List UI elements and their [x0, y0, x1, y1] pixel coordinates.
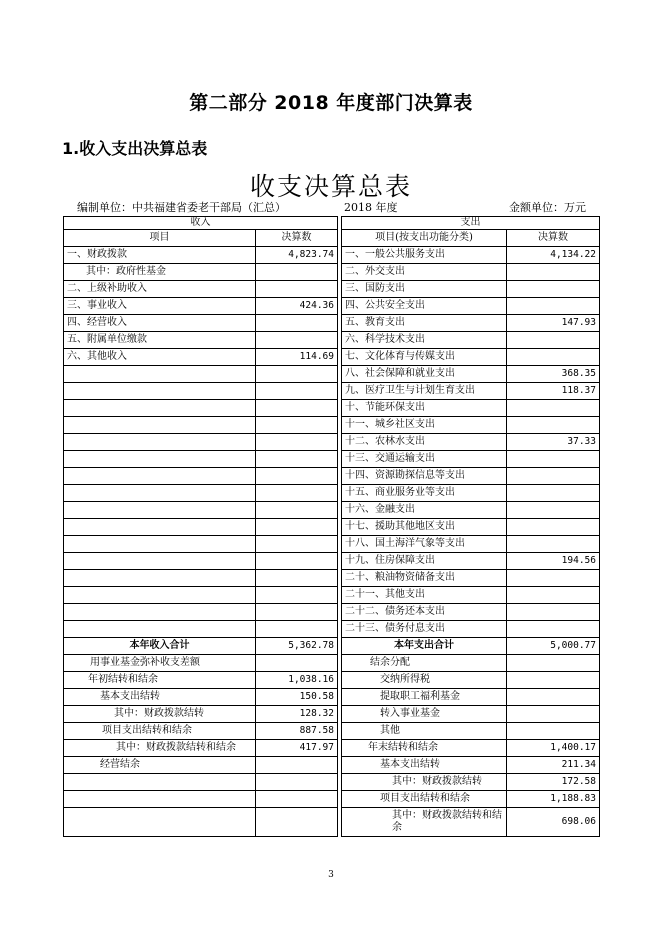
expense-amount-cell	[507, 689, 600, 706]
expense-amount-cell	[507, 672, 600, 689]
expense-amount-cell	[507, 519, 600, 536]
income-amount-cell: 417.97	[256, 740, 338, 757]
expense-amount-cell	[507, 604, 600, 621]
income-item-cell: 六、其他收入	[64, 349, 256, 366]
income-item-cell: 年初结转和结余	[64, 672, 256, 689]
expense-amount-cell	[507, 485, 600, 502]
expense-item-cell: 十四、资源勘探信息等支出	[342, 468, 507, 485]
table-row	[64, 366, 600, 383]
part-title: 第二部分 2018 年度部门决算表	[189, 92, 473, 114]
income-item-cell: 其中：政府性基金	[64, 264, 256, 281]
table-row	[64, 706, 600, 723]
expense-amount-cell	[507, 451, 600, 468]
expense-amount-cell	[507, 536, 600, 553]
compiling-unit: 编制单位：中共福建省委老干部局（汇总）	[77, 201, 286, 214]
income-amount-cell: 150.58	[256, 689, 338, 706]
income-amount-cell	[256, 519, 338, 536]
expense-item-cell: 二十、粮油物资储备支出	[342, 570, 507, 587]
income-item-cell	[64, 774, 256, 791]
expense-item-cell: 其中：财政拨款结转和结余	[342, 808, 507, 837]
income-item-cell: 其中：财政拨款结转	[64, 706, 256, 723]
expense-amount-cell	[507, 400, 600, 417]
income-item-cell: 经营结余	[64, 757, 256, 774]
expense-item-cell: 转入事业基金	[342, 706, 507, 723]
income-item-cell: 一、财政拨款	[64, 247, 256, 264]
expense-item-cell: 十三、交通运输支出	[342, 451, 507, 468]
income-amount-cell	[256, 332, 338, 349]
income-item-cell	[64, 400, 256, 417]
expense-total-label: 本年支出合计	[342, 638, 507, 655]
income-amount-cell	[256, 757, 338, 774]
table-row	[64, 281, 600, 298]
currency-unit: 金额单位：万元	[509, 201, 586, 214]
income-item-cell	[64, 519, 256, 536]
expense-amount-cell	[507, 349, 600, 366]
table-row	[64, 247, 600, 264]
expense-header: 支出	[342, 217, 600, 230]
income-item-cell: 五、附属单位缴款	[64, 332, 256, 349]
expense-item-cell: 八、社会保障和就业支出	[342, 366, 507, 383]
income-amount-cell	[256, 774, 338, 791]
income-amount-cell: 4,823.74	[256, 247, 338, 264]
table-row	[64, 298, 600, 315]
expense-item-header: 项目(按支出功能分类)	[342, 230, 507, 247]
table-row	[64, 757, 600, 774]
income-amount-cell: 114.69	[256, 349, 338, 366]
income-amount-cell	[256, 434, 338, 451]
income-item-cell: 四、经营收入	[64, 315, 256, 332]
expense-item-cell: 十九、住房保障支出	[342, 553, 507, 570]
income-amount-cell	[256, 315, 338, 332]
income-item-cell	[64, 604, 256, 621]
table-row	[64, 672, 600, 689]
expense-item-cell: 基本支出结转	[342, 757, 507, 774]
income-item-cell	[64, 485, 256, 502]
income-item-cell	[64, 553, 256, 570]
expense-item-cell: 十、节能环保支出	[342, 400, 507, 417]
income-item-cell	[64, 383, 256, 400]
table-row	[64, 485, 600, 502]
expense-item-cell: 九、医疗卫生与计划生育支出	[342, 383, 507, 400]
income-amount-cell	[256, 400, 338, 417]
table-row	[64, 383, 600, 400]
income-amount-cell	[256, 536, 338, 553]
income-amount-cell	[256, 655, 338, 672]
expense-item-cell: 交纳所得税	[342, 672, 507, 689]
income-total-label: 本年收入合计	[64, 638, 256, 655]
expense-item-cell: 二、外交支出	[342, 264, 507, 281]
section-title: 1.收入支出决算总表	[62, 139, 208, 158]
expense-amount-cell: 37.33	[507, 434, 600, 451]
expense-item-cell: 十五、商业服务业等支出	[342, 485, 507, 502]
income-amount-cell	[256, 808, 338, 837]
table-title: 收支决算总表	[249, 172, 412, 201]
expense-item-cell: 十一、城乡社区支出	[342, 417, 507, 434]
expense-item-cell: 三、国防支出	[342, 281, 507, 298]
expense-amount-cell	[507, 332, 600, 349]
income-item-cell: 基本支出结转	[64, 689, 256, 706]
table-row	[64, 332, 600, 349]
table-row	[64, 451, 600, 468]
income-item-cell	[64, 502, 256, 519]
page-number: 3	[328, 870, 334, 880]
income-amount-cell	[256, 604, 338, 621]
income-amount-cell	[256, 383, 338, 400]
income-amount-cell	[256, 570, 338, 587]
expense-amount-cell: 1,400.17	[507, 740, 600, 757]
income-amount-header: 决算数	[256, 230, 338, 247]
income-item-cell	[64, 621, 256, 638]
table-row	[64, 502, 600, 519]
income-item-cell: 三、事业收入	[64, 298, 256, 315]
expense-item-cell: 结余分配	[342, 655, 507, 672]
table-row	[64, 417, 600, 434]
expense-item-cell: 十二、农林水支出	[342, 434, 507, 451]
income-amount-cell: 128.32	[256, 706, 338, 723]
expense-amount-cell	[507, 655, 600, 672]
expense-item-cell: 四、公共安全支出	[342, 298, 507, 315]
expense-item-cell: 一、一般公共服务支出	[342, 247, 507, 264]
table-row	[64, 315, 600, 332]
income-item-cell	[64, 808, 256, 837]
table-row	[64, 689, 600, 706]
expense-amount-cell: 368.35	[507, 366, 600, 383]
expense-item-cell: 其他	[342, 723, 507, 740]
expense-item-cell: 十六、金融支出	[342, 502, 507, 519]
income-amount-cell	[256, 281, 338, 298]
expense-item-cell: 二十一、其他支出	[342, 587, 507, 604]
table-row	[64, 791, 600, 808]
income-item-cell	[64, 536, 256, 553]
expense-amount-cell: 4,134.22	[507, 247, 600, 264]
expense-item-cell: 二十二、债务还本支出	[342, 604, 507, 621]
table-row	[64, 604, 600, 621]
expense-amount-cell	[507, 621, 600, 638]
table-row	[64, 808, 600, 837]
income-item-cell	[64, 791, 256, 808]
table-row	[64, 264, 600, 281]
expense-item-cell: 五、教育支出	[342, 315, 507, 332]
income-item-cell	[64, 417, 256, 434]
income-amount-cell	[256, 502, 338, 519]
fiscal-year: 2018 年度	[344, 201, 398, 214]
expense-item-cell: 二十三、债务付息支出	[342, 621, 507, 638]
income-amount-cell	[256, 621, 338, 638]
income-item-cell	[64, 366, 256, 383]
expense-amount-cell	[507, 706, 600, 723]
expense-item-cell: 提取职工福利基金	[342, 689, 507, 706]
income-amount-cell: 1,038.16	[256, 672, 338, 689]
income-amount-cell: 424.36	[256, 298, 338, 315]
expense-amount-cell	[507, 264, 600, 281]
income-amount-cell	[256, 451, 338, 468]
table-row	[64, 587, 600, 604]
income-amount-cell	[256, 264, 338, 281]
table-row	[64, 519, 600, 536]
income-item-cell	[64, 434, 256, 451]
income-amount-cell: 887.58	[256, 723, 338, 740]
expense-item-cell: 其中：财政拨款结转	[342, 774, 507, 791]
expense-amount-cell	[507, 723, 600, 740]
expense-amount-cell	[507, 417, 600, 434]
expense-amount-cell	[507, 502, 600, 519]
expense-amount-cell	[507, 587, 600, 604]
income-amount-cell	[256, 485, 338, 502]
income-item-cell	[64, 570, 256, 587]
expense-item-cell: 七、文化体育与传媒支出	[342, 349, 507, 366]
income-amount-cell	[256, 417, 338, 434]
table-row	[64, 655, 600, 672]
income-amount-cell	[256, 587, 338, 604]
summary-table	[63, 216, 600, 837]
income-item-cell: 其中：财政拨款结转和结余	[64, 740, 256, 757]
expense-amount-cell: 211.34	[507, 757, 600, 774]
income-item-cell	[64, 587, 256, 604]
table-row	[64, 553, 600, 570]
table-row	[64, 468, 600, 485]
expense-amount-cell: 172.58	[507, 774, 600, 791]
income-item-cell: 二、上级补助收入	[64, 281, 256, 298]
expense-amount-cell	[507, 298, 600, 315]
table-row	[64, 740, 600, 757]
table-row	[64, 570, 600, 587]
expense-amount-cell	[507, 468, 600, 485]
expense-total-value: 5,000.77	[507, 638, 600, 655]
income-total-value: 5,362.78	[256, 638, 338, 655]
table-row	[64, 349, 600, 366]
income-item-cell: 用事业基金弥补收支差额	[64, 655, 256, 672]
table-row	[64, 774, 600, 791]
expense-amount-cell: 698.06	[507, 808, 600, 837]
expense-amount-cell: 118.37	[507, 383, 600, 400]
expense-amount-cell: 147.93	[507, 315, 600, 332]
table-row	[64, 400, 600, 417]
income-item-cell: 项目支出结转和结余	[64, 723, 256, 740]
table-row	[64, 621, 600, 638]
expense-item-cell: 项目支出结转和结余	[342, 791, 507, 808]
expense-amount-cell: 194.56	[507, 553, 600, 570]
income-amount-cell	[256, 468, 338, 485]
expense-amount-cell	[507, 570, 600, 587]
income-amount-cell	[256, 553, 338, 570]
income-header: 收入	[64, 217, 338, 230]
expense-item-cell: 十七、援助其他地区支出	[342, 519, 507, 536]
expense-item-cell: 十八、国土海洋气象等支出	[342, 536, 507, 553]
table-row	[64, 723, 600, 740]
expense-item-cell: 年末结转和结余	[342, 740, 507, 757]
income-item-header: 项目	[64, 230, 256, 247]
table-row	[64, 536, 600, 553]
income-amount-cell	[256, 791, 338, 808]
income-item-cell	[64, 451, 256, 468]
expense-item-cell: 六、科学技术支出	[342, 332, 507, 349]
income-amount-cell	[256, 366, 338, 383]
expense-amount-cell: 1,188.83	[507, 791, 600, 808]
expense-amount-header: 决算数	[507, 230, 600, 247]
income-item-cell	[64, 468, 256, 485]
expense-amount-cell	[507, 281, 600, 298]
table-row	[64, 434, 600, 451]
